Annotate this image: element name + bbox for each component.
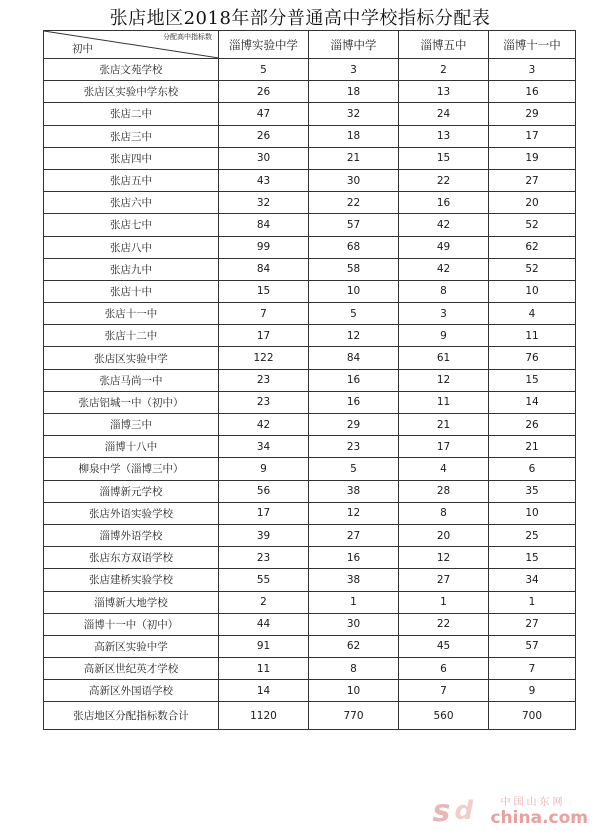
table-row: [44, 280, 576, 302]
quota-cell: 30: [219, 147, 309, 169]
sd-logo-icon: s d: [432, 794, 474, 829]
quota-cell: 28: [399, 480, 489, 502]
quota-cell: 32: [219, 192, 309, 214]
school-name-cell: 张店建桥实验学校: [44, 569, 219, 591]
school-name-cell: 张店十中: [44, 280, 219, 302]
watermark-en-text: china.com: [490, 808, 588, 828]
total-row: [44, 702, 576, 730]
quota-cell: 35: [489, 480, 576, 502]
table-row: [44, 369, 576, 391]
table-row: [44, 414, 576, 436]
quota-cell: 19: [489, 147, 576, 169]
table-row: [44, 436, 576, 458]
school-name-cell: 张店五中: [44, 169, 219, 191]
table-row: [44, 81, 576, 103]
quota-cell: 42: [399, 214, 489, 236]
quota-cell: 76: [489, 347, 576, 369]
quota-cell: 2: [219, 591, 309, 613]
watermark-logo: [432, 794, 588, 828]
quota-cell: 2: [399, 59, 489, 81]
table-row: [44, 391, 576, 413]
quota-cell: 16: [489, 81, 576, 103]
quota-cell: 21: [399, 414, 489, 436]
school-name-cell: 张店外语实验学校: [44, 502, 219, 524]
quota-cell: 8: [399, 280, 489, 302]
quota-cell: 47: [219, 103, 309, 125]
quota-cell: 23: [219, 369, 309, 391]
quota-cell: 6: [399, 658, 489, 680]
quota-cell: 16: [309, 391, 399, 413]
quota-cell: 27: [489, 169, 576, 191]
quota-cell: 21: [309, 147, 399, 169]
school-header-1: 淄博实验中学: [219, 31, 309, 59]
quota-cell: 91: [219, 635, 309, 657]
quota-cell: 20: [489, 192, 576, 214]
quota-cell: 17: [399, 436, 489, 458]
quota-cell: 4: [489, 303, 576, 325]
quota-cell: 61: [399, 347, 489, 369]
quota-cell: 30: [309, 169, 399, 191]
quota-cell: 32: [309, 103, 399, 125]
allocation-table: [43, 30, 576, 730]
quota-cell: 34: [489, 569, 576, 591]
table-row: [44, 214, 576, 236]
school-name-cell: 张店十一中: [44, 303, 219, 325]
school-name-cell: 高新区外国语学校: [44, 680, 219, 702]
school-name-cell: 张店四中: [44, 147, 219, 169]
table-row: [44, 325, 576, 347]
school-name-cell: 张店十二中: [44, 325, 219, 347]
quota-cell: 99: [219, 236, 309, 258]
table-row: [44, 236, 576, 258]
table-row: [44, 347, 576, 369]
table-row: [44, 680, 576, 702]
table-row: [44, 147, 576, 169]
quota-cell: 84: [219, 258, 309, 280]
table-row: [44, 635, 576, 657]
total-value-cell: 700: [489, 702, 576, 730]
quota-cell: 15: [489, 369, 576, 391]
quota-cell: 13: [399, 125, 489, 147]
table-row: [44, 502, 576, 524]
quota-cell: 55: [219, 569, 309, 591]
quota-cell: 8: [309, 658, 399, 680]
quota-cell: 18: [309, 125, 399, 147]
quota-cell: 58: [309, 258, 399, 280]
quota-cell: 7: [489, 658, 576, 680]
school-name-cell: 张店七中: [44, 214, 219, 236]
quota-cell: 24: [399, 103, 489, 125]
quota-cell: 62: [309, 635, 399, 657]
quota-cell: 14: [489, 391, 576, 413]
quota-cell: 34: [219, 436, 309, 458]
quota-cell: 57: [309, 214, 399, 236]
quota-cell: 3: [309, 59, 399, 81]
quota-cell: 26: [219, 125, 309, 147]
quota-cell: 44: [219, 613, 309, 635]
school-name-cell: 淄博新元学校: [44, 480, 219, 502]
table-row: [44, 458, 576, 480]
quota-cell: 23: [219, 547, 309, 569]
quota-cell: 21: [489, 436, 576, 458]
quota-cell: 84: [219, 214, 309, 236]
quota-cell: 27: [489, 613, 576, 635]
table-row: [44, 125, 576, 147]
quota-cell: 49: [399, 236, 489, 258]
quota-cell: 12: [309, 325, 399, 347]
quota-cell: 22: [399, 169, 489, 191]
quota-cell: 9: [399, 325, 489, 347]
quota-cell: 5: [309, 303, 399, 325]
quota-cell: 17: [489, 125, 576, 147]
watermark-cn-text: 中国山东网: [500, 797, 566, 808]
quota-cell: 22: [309, 192, 399, 214]
quota-cell: 9: [219, 458, 309, 480]
column-header-label: 分配高中指标数: [163, 33, 212, 41]
quota-cell: 26: [489, 414, 576, 436]
school-name-cell: 淄博十八中: [44, 436, 219, 458]
quota-cell: 12: [309, 502, 399, 524]
quota-cell: 8: [399, 502, 489, 524]
school-name-cell: 淄博新大地学校: [44, 591, 219, 613]
quota-cell: 52: [489, 214, 576, 236]
table-row: [44, 658, 576, 680]
table-row: [44, 169, 576, 191]
quota-cell: 68: [309, 236, 399, 258]
quota-cell: 10: [309, 680, 399, 702]
table-row: [44, 59, 576, 81]
school-name-cell: 张店八中: [44, 236, 219, 258]
row-header-label: 初中: [72, 43, 93, 55]
school-name-cell: 高新区世纪英才学校: [44, 658, 219, 680]
table-row: [44, 591, 576, 613]
table-header-row: [44, 31, 576, 59]
school-name-cell: 淄博外语学校: [44, 524, 219, 546]
school-name-cell: 柳泉中学（淄博三中）: [44, 458, 219, 480]
table-row: [44, 303, 576, 325]
total-value-cell: 560: [399, 702, 489, 730]
quota-cell: 27: [399, 569, 489, 591]
quota-cell: 27: [309, 524, 399, 546]
school-header-4: 淄博十一中: [489, 31, 576, 59]
quota-cell: 62: [489, 236, 576, 258]
school-header-3: 淄博五中: [399, 31, 489, 59]
total-value-cell: 770: [309, 702, 399, 730]
total-label-cell: 张店地区分配指标数合计: [44, 702, 219, 730]
school-name-cell: 张店三中: [44, 125, 219, 147]
quota-cell: 56: [219, 480, 309, 502]
school-name-cell: 张店铝城一中（初中）: [44, 391, 219, 413]
quota-cell: 9: [489, 680, 576, 702]
school-name-cell: 高新区实验中学: [44, 635, 219, 657]
school-name-cell: 淄博十一中（初中）: [44, 613, 219, 635]
quota-cell: 5: [219, 59, 309, 81]
school-name-cell: 张店东方双语学校: [44, 547, 219, 569]
quota-cell: 15: [489, 547, 576, 569]
quota-cell: 1: [309, 591, 399, 613]
quota-cell: 13: [399, 81, 489, 103]
quota-cell: 1: [399, 591, 489, 613]
quota-cell: 16: [399, 192, 489, 214]
quota-cell: 4: [399, 458, 489, 480]
total-value-cell: 1120: [219, 702, 309, 730]
table-row: [44, 103, 576, 125]
quota-cell: 15: [399, 147, 489, 169]
quota-cell: 15: [219, 280, 309, 302]
quota-cell: 3: [489, 59, 576, 81]
table-row: [44, 258, 576, 280]
corner-header-cell: [44, 31, 219, 59]
quota-cell: 17: [219, 502, 309, 524]
school-name-cell: 张店马尚一中: [44, 369, 219, 391]
quota-cell: 10: [489, 280, 576, 302]
quota-cell: 52: [489, 258, 576, 280]
quota-cell: 11: [219, 658, 309, 680]
quota-cell: 17: [219, 325, 309, 347]
school-name-cell: 张店区实验中学东校: [44, 81, 219, 103]
school-name-cell: 张店区实验中学: [44, 347, 219, 369]
table-row: [44, 547, 576, 569]
school-header-2: 淄博中学: [309, 31, 399, 59]
quota-cell: 11: [399, 391, 489, 413]
school-name-cell: 淄博三中: [44, 414, 219, 436]
quota-cell: 12: [399, 547, 489, 569]
quota-cell: 38: [309, 569, 399, 591]
quota-cell: 6: [489, 458, 576, 480]
quota-cell: 16: [309, 369, 399, 391]
quota-cell: 42: [219, 414, 309, 436]
quota-cell: 5: [309, 458, 399, 480]
quota-cell: 39: [219, 524, 309, 546]
quota-cell: 45: [399, 635, 489, 657]
page-title: 张店地区2018年部分普通高中学校指标分配表: [109, 8, 491, 29]
table-row: [44, 569, 576, 591]
quota-cell: 20: [399, 524, 489, 546]
quota-cell: 57: [489, 635, 576, 657]
quota-cell: 7: [399, 680, 489, 702]
school-name-cell: 张店九中: [44, 258, 219, 280]
quota-cell: 84: [309, 347, 399, 369]
quota-cell: 18: [309, 81, 399, 103]
table-row: [44, 480, 576, 502]
quota-cell: 26: [219, 81, 309, 103]
quota-cell: 29: [489, 103, 576, 125]
quota-cell: 43: [219, 169, 309, 191]
quota-cell: 3: [399, 303, 489, 325]
table-row: [44, 192, 576, 214]
quota-cell: 25: [489, 524, 576, 546]
quota-cell: 38: [309, 480, 399, 502]
quota-cell: 1: [489, 591, 576, 613]
table-row: [44, 613, 576, 635]
quota-cell: 22: [399, 613, 489, 635]
quota-cell: 30: [309, 613, 399, 635]
school-name-cell: 张店二中: [44, 103, 219, 125]
quota-cell: 122: [219, 347, 309, 369]
quota-cell: 23: [309, 436, 399, 458]
quota-cell: 29: [309, 414, 399, 436]
quota-cell: 10: [489, 502, 576, 524]
school-name-cell: 张店六中: [44, 192, 219, 214]
quota-cell: 7: [219, 303, 309, 325]
quota-cell: 12: [399, 369, 489, 391]
quota-cell: 14: [219, 680, 309, 702]
school-name-cell: 张店文苑学校: [44, 59, 219, 81]
quota-cell: 11: [489, 325, 576, 347]
quota-cell: 10: [309, 280, 399, 302]
quota-cell: 16: [309, 547, 399, 569]
quota-cell: 42: [399, 258, 489, 280]
table-row: [44, 524, 576, 546]
quota-cell: 23: [219, 391, 309, 413]
